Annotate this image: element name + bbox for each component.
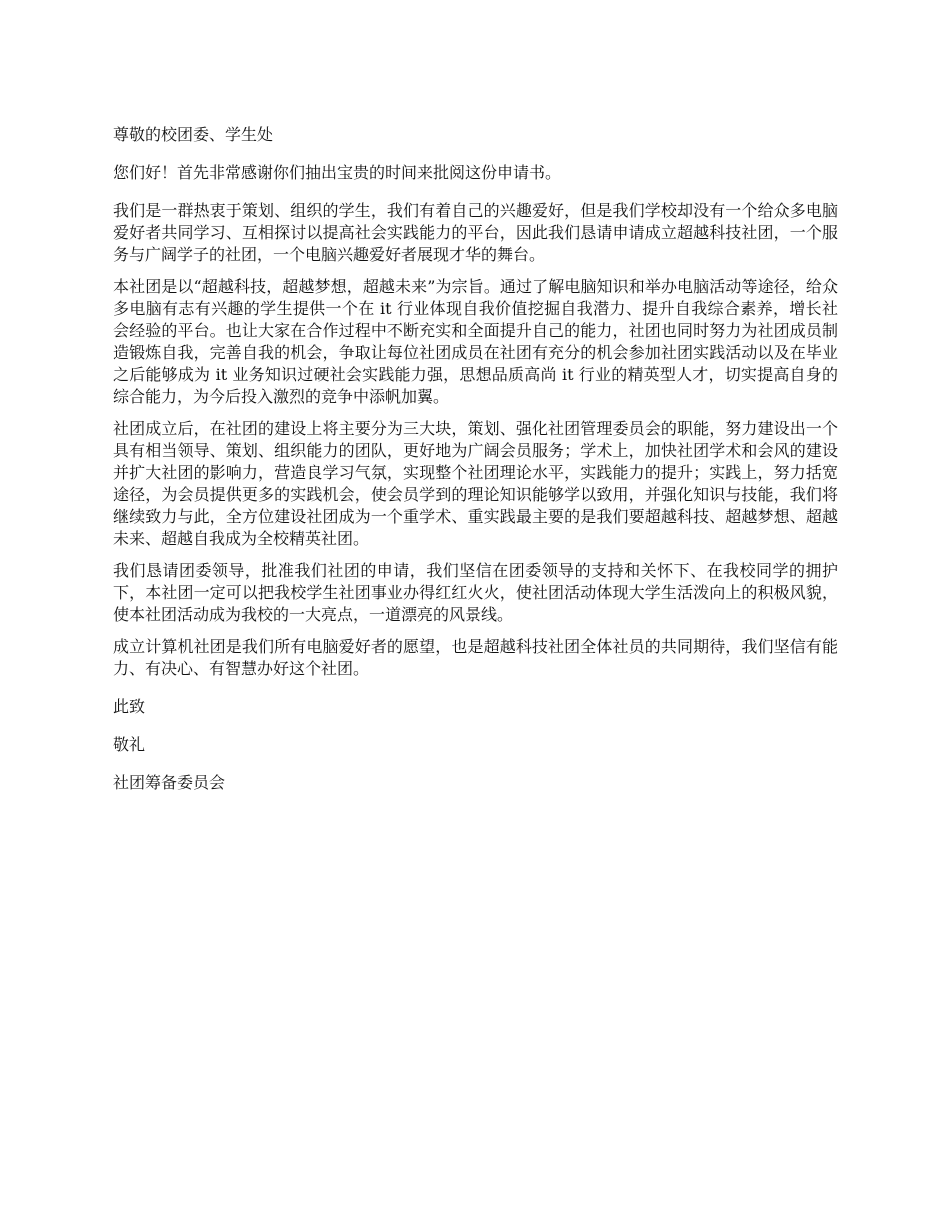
letter-signature: 社团筹备委员会 [113,773,226,792]
letter-paragraph: 本社团是以“超越科技，超越梦想，超越未来”为宗旨。通过了解电脑知识和举办电脑活动等途径，给众多电脑有志有兴趣的学生提供一个在 it 行业体现自我价值挖掘自我潜力、提升自我综合素养，增长社会经验的平台。也让大家在合作过程中不断充实和全面提升自己的能力，社团也同时努力为社团成员制造锻炼自我，完善自我的机会，争取让每位社团成员在社团有充分的机会参加社团实践活动以及在毕业之后能够成为 it 业务知识过硬社会实践能力强，思想品质高尚 it 行业的精英型人才，切实提高自身的综合能力，为今后投入激烈的竞争中添帆加翼。 [113,277,838,406]
letter-body [113,124,838,810]
letter-paragraph: 成立计算机社团是我们所有电脑爱好者的愿望，也是超越科技社团全体社员的共同期待，我们坚信有能力、有决心、有智慧办好这个社团。 [113,637,838,678]
letter-salutation: 尊敬的校团委、学生处 [113,125,274,144]
letter-greeting: 您们好！首先非常感谢你们抽出宝贵的时间来批阅这份申请书。 [113,163,562,182]
letter-closing: 敬礼 [113,735,146,754]
letter-closing: 此致 [113,697,146,716]
letter-paragraph: 我们是一群热衷于策划、组织的学生，我们有着自己的兴趣爱好，但是我们学校却没有一个给众多电脑爱好者共同学习、互相探讨以提高社会实践能力的平台，因此我们恳请申请成立超越科技社团，一个服务与广阔学子的社团，一个电脑兴趣爱好者展现才华的舞台。 [113,201,838,264]
letter-paragraph: 我们恳请团委领导，批准我们社团的申请，我们坚信在团委领导的支持和关怀下、在我校同学的拥护下，本社团一定可以把我校学生社团事业办得红红火火，使社团活动体现大学生活泼向上的积极风貌，使本社团活动成为我校的一大亮点，一道漂亮的风景线。 [113,561,838,624]
letter-paragraph: 社团成立后，在社团的建设上将主要分为三大块，策划、强化社团管理委员会的职能，努力建设出一个具有相当领导、策划、组织能力的团队，更好地为广阔会员服务；学术上，加快社团学术和会风的建设并扩大社团的影响力，营造良学习气氛，实现整个社团理论水平，实践能力的提升；实践上，努力括宽途径，为会员提供更多的实践机会，使会员学到的理论知识能够学以致用，并强化知识与技能，我们将继续致力与此，全方位建设社团成为一个重学术、重实践最主要的是我们要超越科技、超越梦想、超越未来、超越自我成为全校精英社团。 [113,419,838,548]
